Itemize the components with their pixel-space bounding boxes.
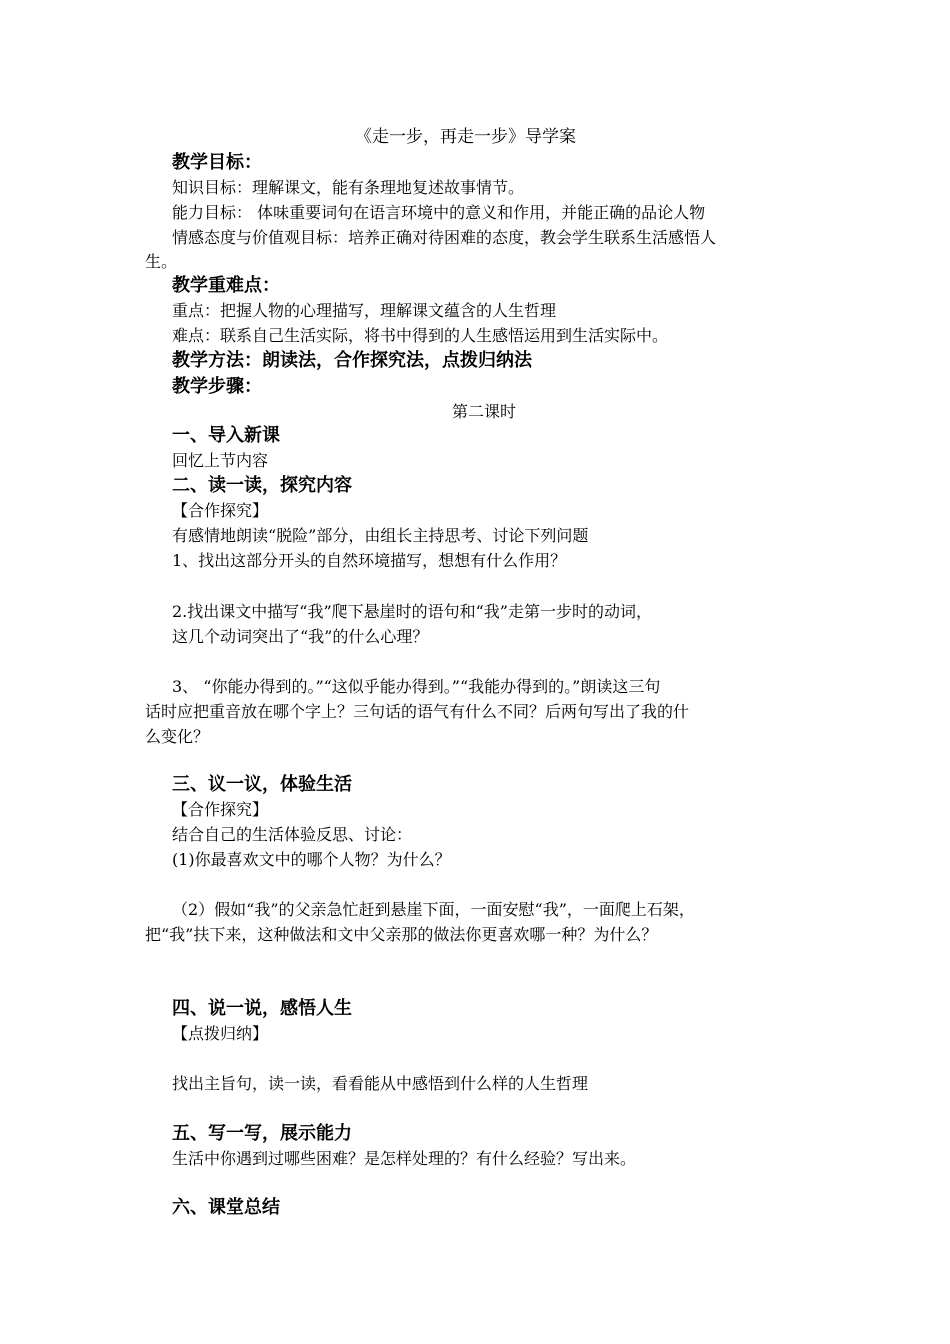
difficult-point: 难点：联系自己生活实际，将书中得到的人生感悟运用到生活实际中。 <box>172 326 669 345</box>
section2-question3-line3: 么变化？ <box>145 727 210 746</box>
section4-heading: 四、说一说，感悟人生 <box>172 998 352 1019</box>
emotion-objective-line2: 生。 <box>145 252 178 271</box>
section5-text: 生活中你遇到过哪些困难？是怎样处理的？有什么经验？写出来。 <box>172 1149 637 1168</box>
section2-tag: 【合作探究】 <box>172 501 269 520</box>
section3-intro: 结合自己的生活体验反思、讨论： <box>172 825 413 844</box>
lesson-label: 第二课时 <box>452 402 517 421</box>
document-title: 《走一步，再走一步》导学案 <box>355 127 576 147</box>
section4-text: 找出主旨句，读一读，看看能从中感悟到什么样的人生哲理 <box>172 1074 589 1093</box>
section1-text: 回忆上节内容 <box>172 451 269 470</box>
section6-heading: 六、课堂总结 <box>172 1197 280 1218</box>
section2-question1: 1、找出这部分开头的自然环境描写，想想有什么作用？ <box>172 551 567 570</box>
section3-tag: 【合作探究】 <box>172 800 269 819</box>
key-point: 重点：把握人物的心理描写，理解课文蕴含的人生哲理 <box>172 301 557 320</box>
section2-heading: 二、读一读，探究内容 <box>172 475 352 496</box>
section2-question3-line2: 话时应把重音放在哪个字上？三句话的语气有什么不同？后两句写出了我的什 <box>145 702 690 721</box>
objectives-heading: 教学目标： <box>172 152 262 173</box>
section4-tag: 【点拨归纳】 <box>172 1024 269 1043</box>
knowledge-objective: 知识目标：理解课文，能有条理地复述故事情节。 <box>172 178 525 197</box>
section2-question2-line1: 2.找出课文中描写“我”爬下悬崖时的语句和“我”走第一步时的动词， <box>172 602 652 621</box>
section3-heading: 三、议一议，体验生活 <box>172 774 352 795</box>
section1-heading: 一、导入新课 <box>172 425 280 446</box>
section3-question2-line1: （2）假如“我”的父亲急忙赶到悬崖下面，一面安慰“我”，一面爬上石架， <box>172 900 695 919</box>
key-points-heading: 教学重难点： <box>172 275 280 296</box>
teaching-methods: 教学方法：朗读法，合作探究法，点拨归纳法 <box>172 350 532 371</box>
section3-question2-line2: 把“我”扶下来，这种做法和文中父亲那的做法你更喜欢哪一种？为什么？ <box>145 925 658 944</box>
section2-question2-line2: 这几个动词突出了“我”的什么心理？ <box>172 627 429 646</box>
section3-question1: (1)你最喜欢文中的哪个人物？为什么？ <box>172 850 451 869</box>
teaching-steps-heading: 教学步骤： <box>172 376 262 397</box>
section5-heading: 五、写一写，展示能力 <box>172 1123 352 1144</box>
section2-intro: 有感情地朗读“脱险”部分，由组长主持思考、讨论下列问题 <box>172 526 589 545</box>
section2-question3-line1: 3、 “你能办得到的。”“这似乎能办得到。”“我能办得到的。”朗读这三句 <box>172 677 661 696</box>
emotion-objective-line1: 情感态度与价值观目标：培养正确对待困难的态度，教会学生联系生活感悟人 <box>172 228 717 247</box>
ability-objective: 能力目标： 体味重要词句在语言环境中的意义和作用，并能正确的品论人物 <box>172 203 706 222</box>
